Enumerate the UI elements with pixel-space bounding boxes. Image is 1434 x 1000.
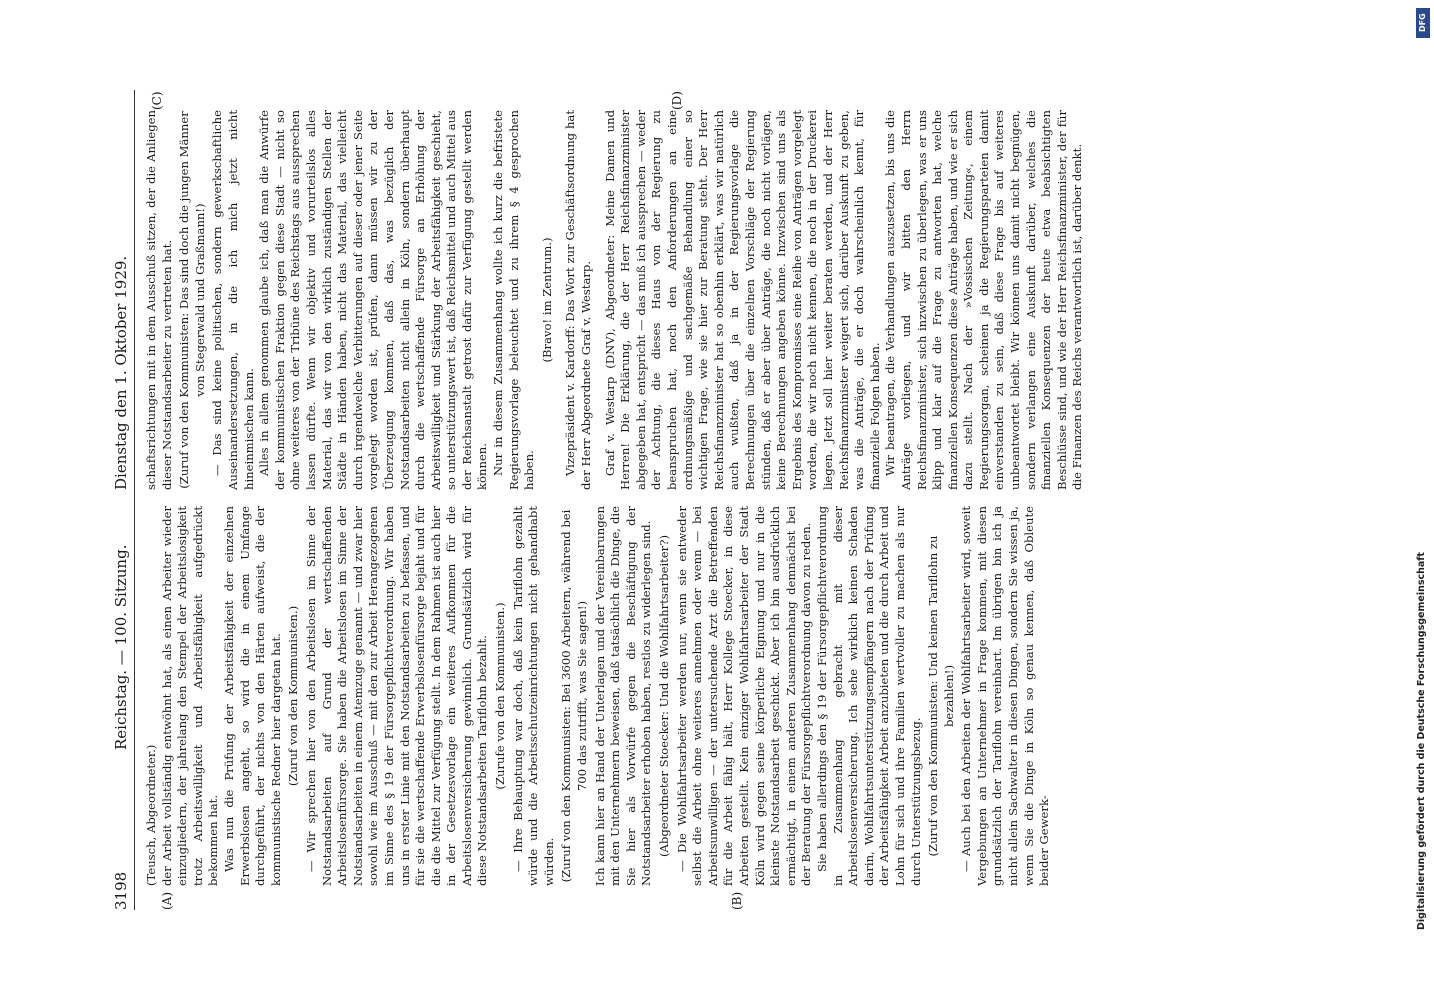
dfg-logo: DFG — [1416, 8, 1430, 38]
speech-paragraph: Wir beantragen, die Verhandlungen auszusetzen, bis uns die Anträge vorliegen, und wir bitten den Herrn Reichsfinanzminister, sich inzwischen zu überlegen, was er uns klipp und klar auf die Frage zu antworten hat, welche finanziellen Konsequenzen diese Anträge haben, und wie er sich dazu stellt. Nach der »Vossischen Zeitung«, einem Regierungsorgan, scheinen ja die Regierungsparteien damit einverstanden zu sein, daß diese Frage bis auf weiteres unbeantwortet bleibt. Wir können uns damit nicht begnügen, sondern verlangen eine Auskunft darüber, welches die finanziellen Konsequenzen der heute etwa beabsichtigten Beschlüsse sind, und wie der Herr Reichsfinanzminister, der für die Finanzen des Reichs verantwortlich ist, darüber denkt. — [883, 110, 1085, 490]
left-column — [144, 506, 1314, 886]
interjection: (Zurufe von den Kommunisten.) — [493, 602, 508, 790]
paragraph: schaftsrichtungen mit in dem Ausschuß sitzen, der die Anliegen dieser Notstandsarbeiter zu vertreten hat. — [144, 110, 174, 490]
paragraph: Was nun die Prüfung der Arbeitsfähigkeit der einzelnen Erwerbslosen angeht, so wird die in einem Umfange durchgeführt, der nichts von den Härten aufweist, die der kommunistische Redner hier dargetan hat. — [221, 506, 283, 886]
right-column — [144, 110, 1314, 490]
margin-marker-c: (C) — [150, 91, 164, 110]
paragraph: der Arbeit vollständig entwöhnt hat, als einen Arbeiter wieder einzugliedern, der jahrelang den Stempel der Arbeitslosigkeit trotz Arbeitswilligkeit und Arbeitsfähigkeit aufgedrückt bekommen hat. — [159, 506, 221, 886]
page-number: 3198 — [112, 871, 130, 910]
paragraph: Alles in allem genommen glaube ich, daß man die Anwürfe der kommunistischen Fraktion gegen diese Stadt — nicht so ohne weiteres von der Tribüne des Reichstags aus aussprechen lassen dürfte. Wenn wir objektiv und vorurteilslos alles Material, das wir von den wirklich zuständigen Stellen der Städte in Händen haben, nicht das Material, das vielleicht durch irgendwelche Verbitterungen auf dieser oder jener Seite vorgelegt worden ist, prüfen, dann müssen wir zu der Überzeugung kommen, daß das, was bezüglich der Notstandsarbeiten nicht allein in Köln, sondern überhaupt durch die wertschaffende Fürsorge an Erhöhung der Arbeitswilligkeit und Stärkung der Arbeitsfähigkeit geschieht, so unterstützungswert ist, daß Reichsmittel und auch Mittel aus der Reichsanstalt getrost dafür zur Verfügung gestellt werden können. — [257, 110, 490, 490]
interjection: (Zuruf von den Kommunisten: Das sind doch die jungen Männer von Stegerwald und Graßmann!) — [177, 111, 207, 489]
paragraph: Sie haben allerdings den § 19 der Fürsorgepflichtverordnung in Zusammenhang gebracht mit dieser Arbeitslosenversicherung. Ich sehe wirklich keinen Schaden darin, Wohlfahrtsunterstützungsempfängern nach der Prüfung der Arbeitsfähigkeit Arbeit anzubieten und die durch Arbeit und Lohn für sich und ihre Familien wertvoller zu machen als nur durch Unterstützungsbezug. — [814, 506, 923, 886]
presiding-officer-remark: Vizepräsident v. Kardorff: Das Wort zur Geschäftsordnung hat der Herr Abgeordnete Graf v. Westarp. — [563, 110, 594, 490]
interjection: (Zuruf von den Kommunisten: Bei 3600 Arbeitern, während bei 700 das zutrifft, was Sie sagen!) — [559, 509, 590, 883]
session-date: Dienstag den 1. Oktober 1929. — [112, 255, 130, 490]
session-title: Reichstag. — 100. Sitzung. — [112, 544, 130, 750]
interjection: (Zuruf von den Kommunisten: Und keinen Tariflohn zu bezahlen!) — [926, 535, 956, 857]
margin-marker-d: (D) — [670, 91, 684, 110]
paragraph: — Das sind keine politischen, sondern gewerkschaftliche Auseinandersetzungen, in die ich mich jetzt nicht hineinmischen kann. — [210, 110, 256, 490]
interjection: (Bravo! im Zentrum.) — [539, 237, 554, 363]
interjection: (Abgeordneter Stoecker: Und die Wohlfahrtsarbeiter?) — [657, 535, 671, 857]
page-header — [110, 90, 135, 910]
paragraph: — Wir sprechen hier von den Arbeitslosen im Sinne der Notstandsarbeiten auf Grund der wertschaffenden Arbeitslosenfürsorge. Sie haben die Arbeitslosen im Sinne der Notstandsarbeiten in einem Atemzuge genannt — und zwar hier sowohl wie im Ausschuß — mit den zur Arbeit Herangezogenen im Sinne des § 19 der Fürsorgepflichtverordnung. Wir haben uns in erster Linie mit den Notstandsarbeiten zu befassen, und für sie die wertschaffende Erwerbslosenfürsorge bejaht und für die die Mittel zur Verfügung stellt. In dem Rahmen ist auch hier in der Gesetzesvorlage ein weiteres Aufkommen für die Arbeitslosenversicherung gewinnlich. Grundsätzlich wird für diese Notstandsarbeiten Tariflohn bezahlt. — [303, 506, 490, 886]
interjection: (Zuruf von den Kommunisten.) — [286, 605, 301, 787]
speaker-attribution: (Teusch, Abgeordneter.) — [144, 744, 158, 886]
document-page — [110, 90, 1320, 910]
speech-paragraph: Graf v. Westarp (DNV), Abgeordneter: Meine Damen und Herren! Die Erklärung, die der Herr Reichsfinanzminister abgegeben hat, entspricht — das muß ich aussprechen — weder der Achtung, die dieses Haus von der Regierung zu beanspruchen hat, noch den Anforderungen an eine ordnungsmäßige und sachgemäße Behandlung einer so wichtigen Frage, wie sie hier zur Beratung steht. Der Herr Reichsfinanzminister hat so obenhin erklärt, was wir natürlich auch wußten, daß ja in der Regierungsvorlage die Berechnungen über die einzelnen Vorschläge der Regierung stünden, daß er aber über Anträge, die noch nicht vorlägen, keine Berechnungen angeben könne. Inzwischen sind uns als Ergebnis des Kompromisses eine Reihe von Anträgen vorgelegt worden, die wir noch nicht kennen, die noch in der Druckerei liegen. Jetzt soll hier weiter beraten werden, und der Herr Reichsfinanzminister weigert sich, darüber Auskunft zu geben, was die Anträge, die er doch wahrscheinlich kennt, für finanzielle Folgen haben. — [602, 110, 882, 490]
digitization-note: Digitalisierung gefördert durch die Deutsche Forschungsgemeinschaft — [1416, 552, 1427, 930]
paragraph: — Auch bei den Arbeiten der Wohlfahrtsarbeiter wird, soweit Vergebungen an Unternehmer in Frage kommen, mit diesen grundsätzlich der Tariflohn vereinbart. Im übrigen bin ich ja nicht allein Sachwalter in diesen Dingen, sondern Sie wissen ja, wenn Sie die Dinge in Köln so genau kennen, daß Obleute beider Gewerk- — [959, 506, 1052, 886]
paragraph: — Die Wohlfahrtsarbeiter werden nur, wenn sie entweder selbst die Arbeit ohne weiteres annehmen oder wenn — bei Arbeitsunwilligen — der untersuchende Arzt die Betreffenden für die Arbeit fähig hält, Herr Kollege Stoecker, in diese Arbeiten gestellt. Kein einziger Wohlfahrtsarbeiter der Stadt Köln wird gegen seine körperliche Eignung und nur in die kleinste Notstandsarbeit geschickt. Aber ich bin ausdrücklich ermächtigt, in einem anderen Zusammenhang demnächst bei der Beratung der Fürsorgepflichtverordnung davon zu reden. — [674, 506, 814, 886]
paragraph: — Ihre Behauptung war doch, daß kein Tariflohn gezahlt würde und die Arbeitsschutzeinrichtungen nicht gehandhabt würden. — [510, 506, 556, 886]
margin-marker-a: (A) — [160, 891, 174, 910]
margin-marker-b: (B) — [730, 891, 744, 910]
paragraph: Ich kann hier an Hand der Unterlagen und der Vereinbarungen mit den Unternehmern beweisen, daß tatsächlich die Dinge, die Sie hier als Vorwürfe gegen die Beschäftigung der Notstandsarbeiter erhoben haben, restlos zu widerlegen sind. — [592, 506, 654, 886]
paragraph: Nur in diesem Zusammenhang wollte ich kurz die befristete Regierungsvorlage beleuchtet und zu ihrem § 4 gesprochen haben. — [491, 110, 537, 490]
